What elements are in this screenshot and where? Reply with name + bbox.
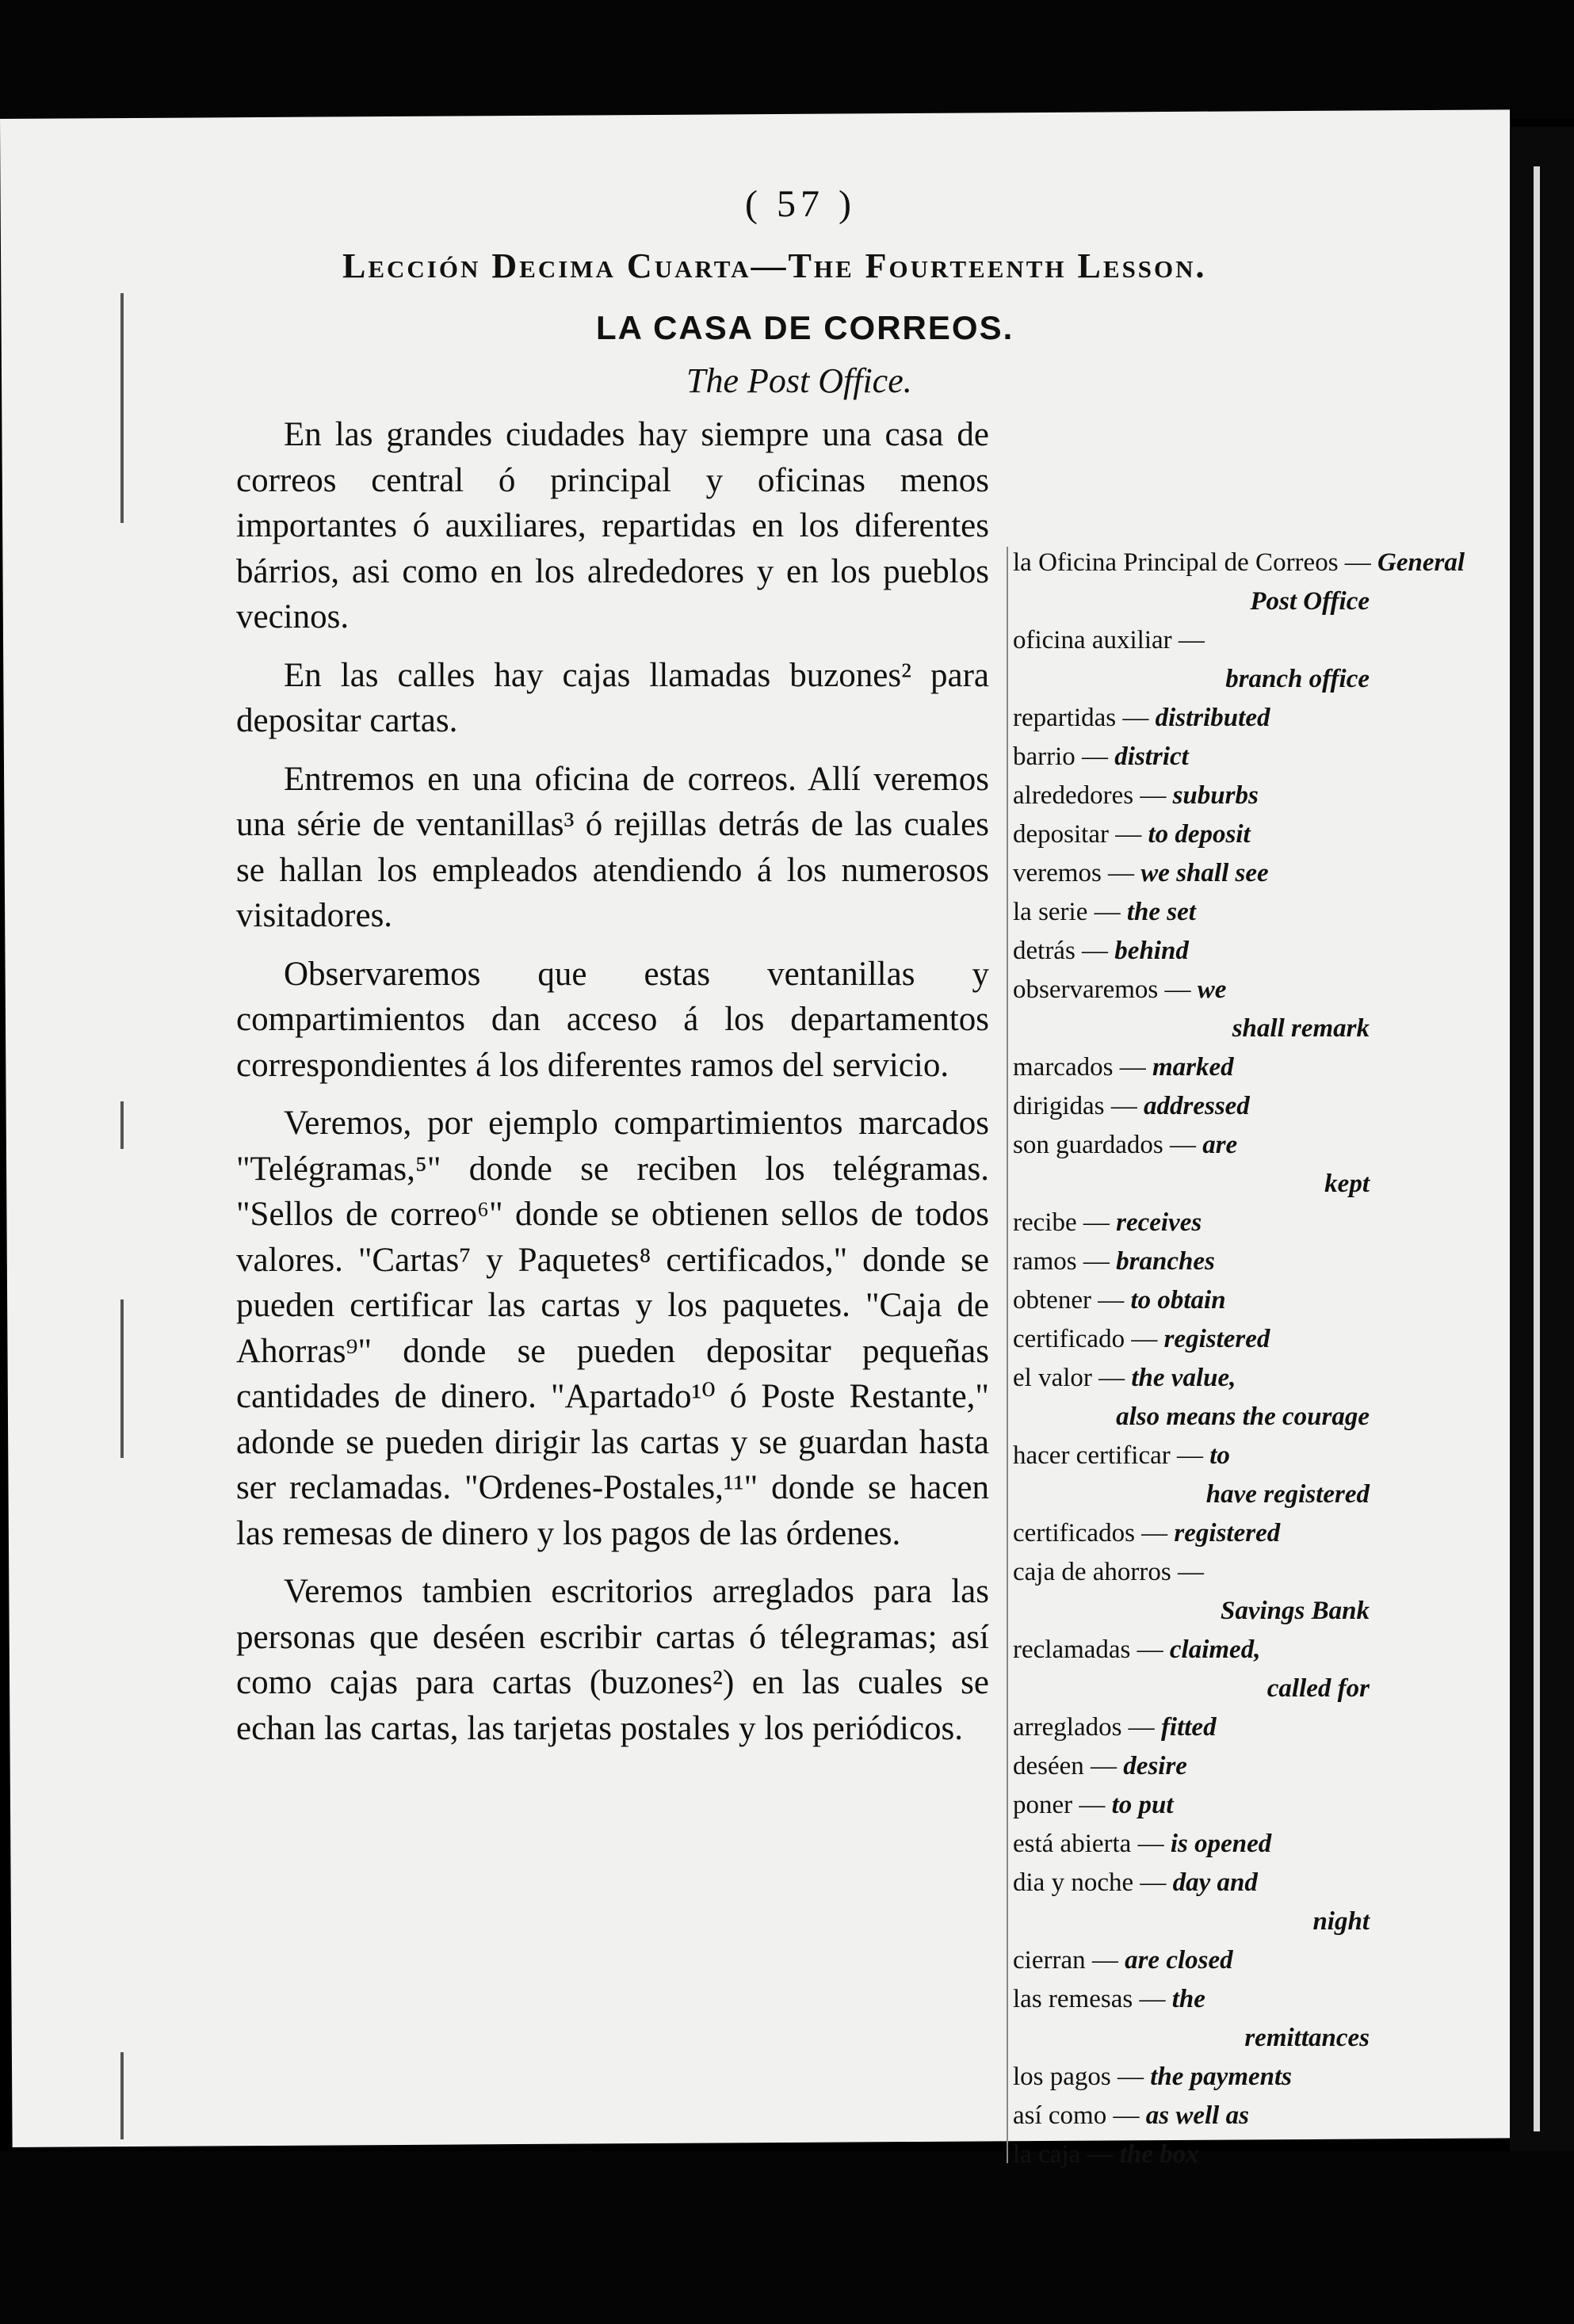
vocab-entry: [1013, 1708, 1385, 1747]
vocab-entry: [1013, 1825, 1385, 1864]
vocab-gloss: suburbs: [1172, 781, 1259, 810]
vocab-gloss: registered: [1174, 1519, 1281, 1547]
vocab-term: la caja —: [1013, 2140, 1114, 2169]
vocab-entry: [1013, 777, 1385, 815]
vocab-entry: [1013, 893, 1385, 932]
vocab-term: dia y noche —: [1013, 1868, 1167, 1897]
vocab-gloss: fitted: [1160, 1713, 1217, 1742]
vocab-entry: [1013, 544, 1465, 621]
paragraph: Veremos, por ejemplo compartimientos marcados "Telégramas,⁵" donde se reciben los telégramas. "Sellos de correo⁶" donde se obtienen sellos de todos valores. "Cartas⁷ y Paquetes⁸ certificados," donde se pueden certificar las cartas y los paquetes. "Caja de Ahorras⁹" donde se pueden depositar pequeñas cantidades de dinero. "Apartado¹⁰ ó Poste Restante," adonde se pueden dirigir las cartas y se guardan hasta ser reclamadas. "Ordenes-Postales,¹¹" donde se hacen las remesas de dinero y los pagos de las órdenes.: [236, 1105, 989, 1552]
paragraph: Observaremos que estas ventanillas y compartimientos dan acceso á los departamentos correspondientes á los diferentes ramos del servicio.: [236, 955, 989, 1084]
vocab-term: la serie —: [1013, 898, 1121, 926]
vocab-entry: [1013, 1087, 1385, 1126]
vocab-entry: [1013, 2097, 1385, 2135]
page-title: LA CASA DE CORREOS.: [596, 309, 1014, 346]
vocab-entry: [1013, 1242, 1385, 1281]
margin-mark: [120, 293, 124, 523]
vocab-gloss-continued: Post Office: [1250, 587, 1370, 616]
paragraph: Veremos tambien escritorios arreglados para las personas que deséen escribir cartas ó télegramas; así como cajas para cartas (buzones²) en las cuales se echan las cartas, las tarjetas postales y los periódicos.: [236, 1573, 989, 1747]
vocab-term: barrio —: [1013, 742, 1109, 771]
vocab-entry: [1013, 699, 1385, 738]
vocab-gloss: as well as: [1145, 2101, 1249, 2130]
vocab-entry: [1013, 971, 1385, 1048]
vocab-gloss: are: [1202, 1131, 1238, 1159]
vocab-term: depositar —: [1013, 820, 1142, 849]
vocab-gloss: the: [1171, 1985, 1205, 2013]
margin-mark: [120, 1299, 124, 1458]
vocab-term: hacer certificar —: [1013, 1441, 1203, 1470]
margin-mark: [120, 2052, 124, 2139]
vocab-gloss: day and: [1172, 1868, 1258, 1897]
vocab-term: los pagos —: [1013, 2063, 1144, 2091]
main-text-column: [236, 412, 989, 1764]
vocab-gloss: is opened: [1170, 1830, 1272, 1858]
vocab-entry: [1013, 1359, 1385, 1437]
vocab-entry: [1013, 2135, 1385, 2174]
vocab-term: alrededores —: [1013, 781, 1167, 810]
vocab-term: la Oficina Principal de Correos —: [1013, 548, 1371, 577]
paragraph: Entremos en una oficina de correos. Allí veremos una série de ventanillas³ ó rejillas detrás de las cuales se hallan los empleados atendiendo á los numerosos visitadores.: [236, 760, 989, 934]
vocab-gloss-continued: night: [1312, 1907, 1370, 1936]
vocab-term: detrás —: [1013, 937, 1109, 965]
vocab-term: reclamadas —: [1013, 1635, 1163, 1664]
vocab-gloss: the box: [1119, 2140, 1199, 2169]
vocab-gloss: to obtain: [1130, 1286, 1226, 1315]
scan-right-border: [1510, 127, 1574, 2324]
vocab-entry: [1013, 1204, 1385, 1242]
vocab-entry: [1013, 1747, 1385, 1786]
vocab-gloss: district: [1114, 742, 1189, 771]
vocab-gloss: General: [1377, 548, 1465, 577]
vocab-entry: [1013, 738, 1385, 777]
vocab-term: oficina auxiliar —: [1013, 626, 1205, 654]
vocab-term: ramos —: [1013, 1247, 1110, 1276]
vocab-entry: [1013, 1437, 1385, 1514]
vocab-term: son guardados —: [1013, 1131, 1196, 1159]
vocab-gloss-continued: Savings Bank: [1221, 1597, 1370, 1625]
vocab-term: recibe —: [1013, 1208, 1110, 1237]
vocab-gloss-continued: shall remark: [1232, 1014, 1370, 1043]
vocabulary-column: [1013, 544, 1465, 2174]
vocab-term: poner —: [1013, 1791, 1106, 1819]
vocab-gloss: claimed,: [1169, 1635, 1261, 1664]
vocab-gloss: addressed: [1143, 1092, 1250, 1120]
vocab-term: observaremos —: [1013, 975, 1191, 1004]
vocab-gloss: to put: [1111, 1791, 1174, 1819]
vocab-term: veremos —: [1013, 859, 1135, 887]
vocab-term: marcados —: [1013, 1053, 1146, 1082]
vocab-entry: [1013, 815, 1385, 854]
vocab-entry: [1013, 1941, 1385, 1980]
vocab-gloss: we: [1197, 975, 1227, 1004]
lesson-heading: Lección Decima Cuarta—The Fourteenth Lesson.: [342, 246, 1207, 285]
vocab-gloss-continued: also means the courage: [1116, 1402, 1370, 1431]
vocab-term: así como —: [1013, 2101, 1140, 2130]
page-edge-line: [1534, 166, 1540, 2131]
vocab-entry: [1013, 1126, 1385, 1204]
vocab-gloss: receives: [1116, 1208, 1202, 1237]
vocab-gloss: distributed: [1155, 704, 1270, 732]
vocab-term: repartidas —: [1013, 704, 1149, 732]
vocab-gloss: the payments: [1150, 2063, 1292, 2091]
vocab-term: obtener —: [1013, 1286, 1125, 1315]
vocab-gloss: branches: [1116, 1247, 1215, 1276]
vocab-gloss-continued: called for: [1266, 1674, 1370, 1703]
vocab-entry: [1013, 1553, 1385, 1631]
vocab-term: certificados —: [1013, 1519, 1168, 1547]
vocab-term: cierran —: [1013, 1946, 1118, 1975]
vocab-entry: [1013, 1048, 1385, 1087]
vocab-entry: [1013, 1320, 1385, 1359]
vocab-gloss: marked: [1152, 1053, 1234, 1082]
vocab-gloss-continued: remittances: [1244, 2024, 1370, 2052]
vocab-gloss: desire: [1123, 1752, 1187, 1780]
vocab-gloss: to deposit: [1148, 820, 1251, 849]
vocab-entry: [1013, 1786, 1385, 1825]
column-divider: [1007, 547, 1008, 2163]
vocab-gloss: we shall see: [1140, 859, 1269, 887]
vocab-gloss-continued: kept: [1324, 1170, 1370, 1198]
scan-bottom-border: [0, 2151, 1574, 2324]
vocab-entry: [1013, 1514, 1385, 1553]
vocab-term: arreglados —: [1013, 1713, 1155, 1742]
paragraph: En las calles hay cajas llamadas buzones² para depositar cartas.: [236, 656, 989, 739]
vocab-entry: [1013, 854, 1385, 893]
vocab-entry: [1013, 1864, 1385, 1941]
page-number: ( 57 ): [745, 183, 856, 225]
page-subtitle: The Post Office.: [686, 361, 912, 400]
vocab-entry: [1013, 932, 1385, 971]
vocab-gloss: registered: [1163, 1325, 1270, 1353]
vocab-gloss: the value,: [1131, 1364, 1236, 1392]
vocab-gloss-continued: branch office: [1225, 665, 1370, 693]
vocab-entry: [1013, 1980, 1385, 2058]
vocab-gloss-continued: have registered: [1205, 1480, 1370, 1509]
vocab-term: certificado —: [1013, 1325, 1158, 1353]
vocab-entry: [1013, 621, 1385, 699]
vocab-entry: [1013, 1631, 1385, 1708]
vocab-term: las remesas —: [1013, 1985, 1166, 2013]
vocab-term: caja de ahorros —: [1013, 1558, 1204, 1586]
vocab-term: deséen —: [1013, 1752, 1117, 1780]
vocab-gloss: the set: [1126, 898, 1196, 926]
vocab-entry: [1013, 2058, 1385, 2097]
vocab-term: está abierta —: [1013, 1830, 1164, 1858]
paragraph: En las grandes ciudades hay siempre una casa de correos central ó principal y oficinas menos importantes ó auxiliares, repartidas en los diferentes bárrios, asi como en los alrededores y en los pueblos vecinos.: [236, 416, 989, 635]
vocab-gloss: are closed: [1125, 1946, 1233, 1975]
scan-top-border: [0, 0, 1574, 119]
vocab-term: dirigidas —: [1013, 1092, 1137, 1120]
vocab-term: el valor —: [1013, 1364, 1125, 1392]
vocab-gloss: behind: [1114, 937, 1189, 965]
vocab-gloss: to: [1209, 1441, 1230, 1470]
vocab-entry: [1013, 1281, 1385, 1320]
margin-mark: [120, 1101, 124, 1149]
